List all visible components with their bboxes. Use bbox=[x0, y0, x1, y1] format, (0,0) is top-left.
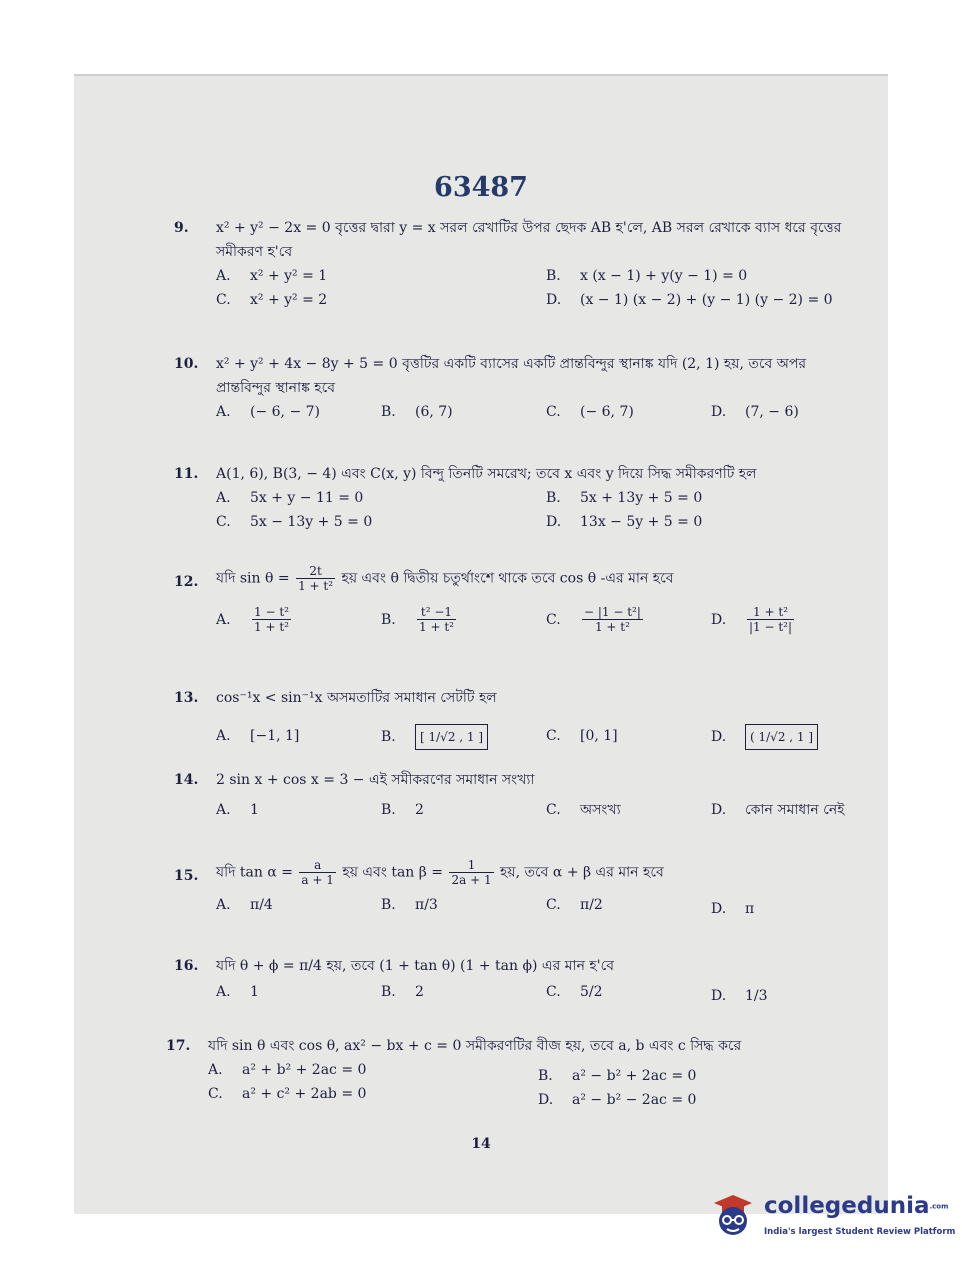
option-d: D. 1/3 bbox=[711, 988, 768, 1004]
question-text: A(1, 6), B(3, − 4) এবং C(x, y) বিন্দু তিনটি সমরেখ; তবে x এবং y দিয়ে সিদ্ধ সমীকরণটি হল bbox=[216, 466, 757, 482]
question-11 bbox=[174, 462, 860, 536]
option-c: C. 5/2 bbox=[546, 984, 603, 1000]
question-number: 12. bbox=[174, 574, 199, 590]
option-b: B. π/3 bbox=[381, 897, 438, 913]
option-a: A. 1 bbox=[216, 984, 259, 1000]
option-b: B. [ 1/√2 , 1 ] bbox=[381, 724, 488, 750]
option-b: B. (6, 7) bbox=[381, 404, 453, 420]
question-10 bbox=[174, 352, 860, 426]
option-a: A. x² + y² = 1 bbox=[216, 268, 328, 284]
question-text: যদি tan α = $\frac{a}{a + 1}$ হয় এবং tan β = $\frac{1}{2a + 1}$ হয়, তবে α + β এর মান হবে bbox=[216, 858, 664, 887]
collegedunia-logo bbox=[708, 1185, 956, 1249]
option-a: A. (− 6, − 7) bbox=[216, 404, 320, 420]
question-number: 14. bbox=[174, 772, 199, 788]
question-9 bbox=[174, 216, 860, 314]
option-b: B. 5x + 13y + 5 = 0 bbox=[546, 490, 703, 506]
question-12 bbox=[174, 564, 860, 647]
fraction: $\frac{1}{2a + 1}$ bbox=[451, 858, 492, 887]
question-16 bbox=[174, 954, 860, 1010]
option-b: B. 2 bbox=[381, 984, 424, 1000]
option-a: A. π/4 bbox=[216, 897, 273, 913]
option-a: A. $\frac{\text{1 − t²}}{\text{1 + t²}}$ bbox=[216, 605, 289, 634]
option-a: A. 1 bbox=[216, 802, 259, 818]
question-text: x² + y² − 2x = 0 বৃত্তের দ্বারা y = x সরল রেখাটির উপর ছেদক AB হ'লে, AB সরল রেখাকে ব্যাস ধরে বৃত্তের সমীকরণ হ'বে bbox=[216, 220, 842, 260]
option-b: B. $\frac{\text{t² −1}}{\text{1 + t²}}$ bbox=[381, 605, 454, 634]
option-c: C. x² + y² = 2 bbox=[216, 292, 328, 308]
option-c: C. 5x − 13y + 5 = 0 bbox=[216, 514, 373, 530]
question-number: 16. bbox=[174, 958, 199, 974]
option-a: A. [−1, 1] bbox=[216, 728, 300, 744]
logo-wordmark: collegedunia.com bbox=[764, 1193, 949, 1219]
question-text: যদি sin θ = $\frac{2t}{\text{1 + t²}}$ হয় এবং θ দ্বিতীয় চতুর্থাংশে থাকে তবে cos θ -এর মান হবে bbox=[216, 564, 674, 593]
question-17 bbox=[166, 1034, 860, 1108]
option-d: D. 13x − 5y + 5 = 0 bbox=[546, 514, 703, 530]
option-c: C. অসংখ্য bbox=[546, 802, 621, 818]
question-text: x² + y² + 4x − 8y + 5 = 0 বৃত্তটির একটি ব্যাসের একটি প্রান্তবিন্দুর স্থানাঙ্ক যদি (2, 1) হয়, তবে অপর প্রান্তবিন্দুর স্থানাঙ্ক হবে bbox=[216, 356, 807, 396]
option-b: B. a² − b² + 2ac = 0 bbox=[538, 1068, 697, 1084]
option-d: D. π bbox=[711, 901, 755, 917]
question-number: 15. bbox=[174, 868, 199, 884]
logo-suffix: .com bbox=[929, 1202, 949, 1211]
option-d: D. a² − b² − 2ac = 0 bbox=[538, 1092, 697, 1108]
option-d: D. ( 1/√2 , 1 ] bbox=[711, 724, 818, 750]
question-number: 13. bbox=[174, 690, 199, 706]
fraction: $\frac{a}{a + 1}$ bbox=[301, 858, 334, 887]
question-14 bbox=[174, 768, 860, 828]
page-number: 14 bbox=[471, 1136, 491, 1152]
question-text: cos⁻¹x < sin⁻¹x অসমতাটির সমাধান সেটটি হল bbox=[216, 690, 497, 706]
option-d: D. (7, − 6) bbox=[711, 404, 799, 420]
option-c: C. (− 6, 7) bbox=[546, 404, 634, 420]
option-d: D. (x − 1) (x − 2) + (y − 1) (y − 2) = 0 bbox=[546, 292, 833, 308]
option-c: C. $\frac{\text{− |1 − t²|}}{\text{1 + t²}}$ bbox=[546, 605, 641, 634]
question-text: যদি sin θ এবং cos θ, ax² − bx + c = 0 সমীকরণটির বীজ হয়, তবে a, b এবং c সিদ্ধ করে bbox=[208, 1038, 742, 1054]
option-b: B. 2 bbox=[381, 802, 424, 818]
question-number: 10. bbox=[174, 356, 199, 372]
paper-code: 63487 bbox=[434, 172, 528, 203]
question-number: 17. bbox=[166, 1038, 191, 1054]
logo-tagline: India's largest Student Review Platform bbox=[764, 1227, 956, 1237]
question-15 bbox=[174, 858, 860, 923]
graduate-cap-icon bbox=[708, 1189, 758, 1241]
option-c: C. π/2 bbox=[546, 897, 603, 913]
option-c: C. [0, 1] bbox=[546, 728, 618, 744]
question-text: যদি θ + ϕ = π/4 হয়, তবে (1 + tan θ) (1 + tan ϕ) এর মান হ'বে bbox=[216, 958, 615, 974]
question-text: 2 sin x + cos x = 3 − এই সমীকরণের সমাধান সংখ্যা bbox=[216, 772, 535, 788]
option-d: D. কোন সমাধান নেই bbox=[711, 802, 845, 818]
option-b: B. x (x − 1) + y(y − 1) = 0 bbox=[546, 268, 748, 284]
option-a: A. 5x + y − 11 = 0 bbox=[216, 490, 364, 506]
question-number: 11. bbox=[174, 466, 199, 482]
fraction: $\frac{2t}{\text{1 + t²}}$ bbox=[298, 564, 334, 593]
exam-page bbox=[74, 74, 888, 1214]
option-d: D. $\frac{\text{1 + t²}}{\text{|1 − t²|}}$ bbox=[711, 605, 793, 634]
question-13 bbox=[174, 686, 860, 760]
option-c: C. a² + c² + 2ab = 0 bbox=[208, 1086, 367, 1102]
question-number: 9. bbox=[174, 220, 189, 236]
option-a: A. a² + b² + 2ac = 0 bbox=[208, 1062, 367, 1078]
